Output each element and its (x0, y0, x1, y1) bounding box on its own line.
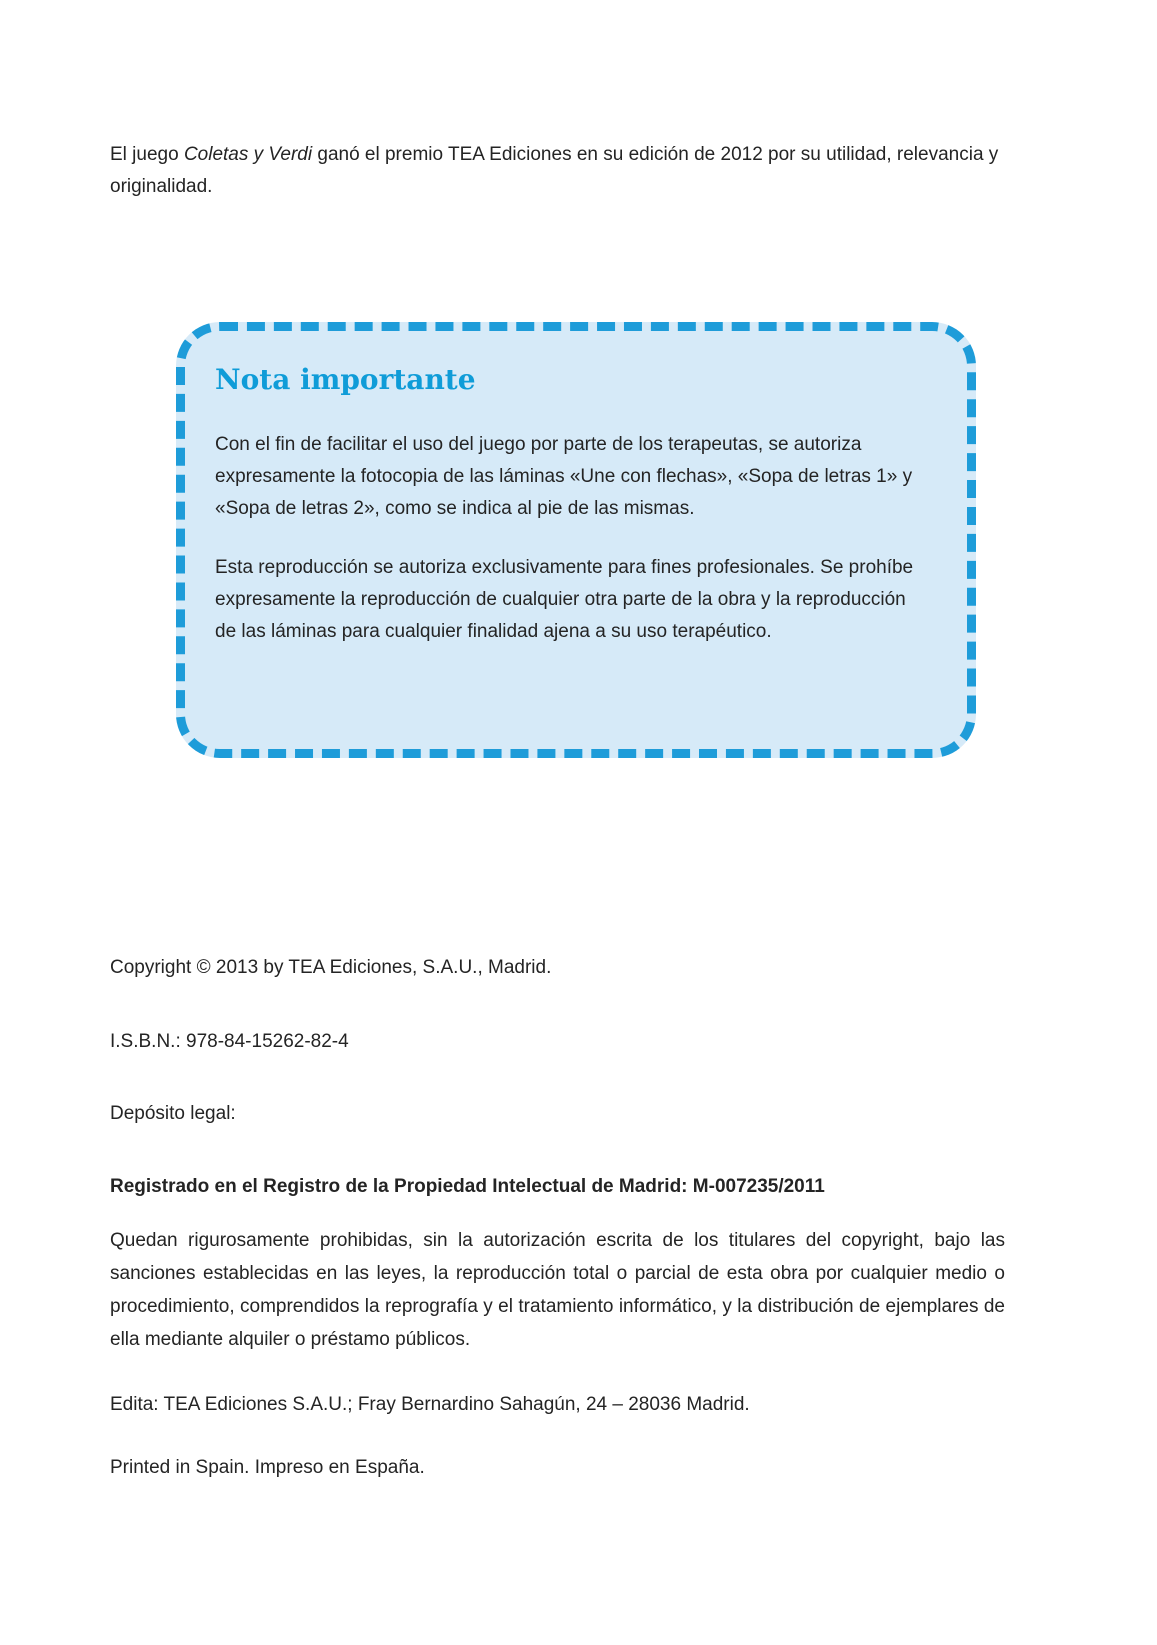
note-paragraph-photocopy: Con el fin de facilitar el uso del juego por parte de los terapeutas, se autoriza expresamente la fotocopia de las láminas «Une con flechas», «Sopa de letras 1» y «Sopa de letras 2», como se indica al pie de las mismas. (215, 434, 913, 519)
award-paragraph-post: ganó el premio TEA Ediciones en su edición de 2012 por su utilidad, relevancia y originalidad. (110, 144, 999, 197)
intellectual-property-registration-line: Registrado en el Registro de la Propiedad Intelectual de Madrid: M-007235/2011 (110, 1176, 825, 1197)
game-title-italic: Coletas y Verdi (183, 144, 313, 165)
award-paragraph (110, 139, 1000, 203)
important-note-box (176, 322, 976, 758)
reproduction-prohibition-paragraph: Quedan rigurosamente prohibidas, sin la autorización escrita de los titulares del copyright, bajo las sanciones establecidas en las leyes, la reproducción total o parcial de esta obra por cualquier medio o procedimiento, comprendidos la reprografía y el tratamiento informático, y la distribución de ejemplares de ella mediante alquiler o préstamo públicos. (110, 1230, 1005, 1350)
isbn-line: I.S.B.N.: 978-84-15262-82-4 (110, 1031, 349, 1052)
publisher-address-line: Edita: TEA Ediciones S.A.U.; Fray Bernardino Sahagún, 24 – 28036 Madrid. (110, 1394, 750, 1415)
note-paragraph-restriction: Esta reproducción se autoriza exclusivamente para fines profesionales. Se prohíbe expresamente la reproducción de cualquier otra parte de la obra y la reproducción de las láminas para cualquier finalidad ajena a su uso terapéutico. (215, 557, 914, 642)
deposito-legal-line: Depósito legal: (110, 1103, 236, 1124)
note-title: Nota importante (215, 363, 476, 396)
printed-in-spain-line: Printed in Spain. Impreso en España. (110, 1457, 425, 1478)
copyright-line: Copyright © 2013 by TEA Ediciones, S.A.U., Madrid. (110, 957, 552, 978)
award-paragraph-pre: El juego (110, 144, 184, 165)
